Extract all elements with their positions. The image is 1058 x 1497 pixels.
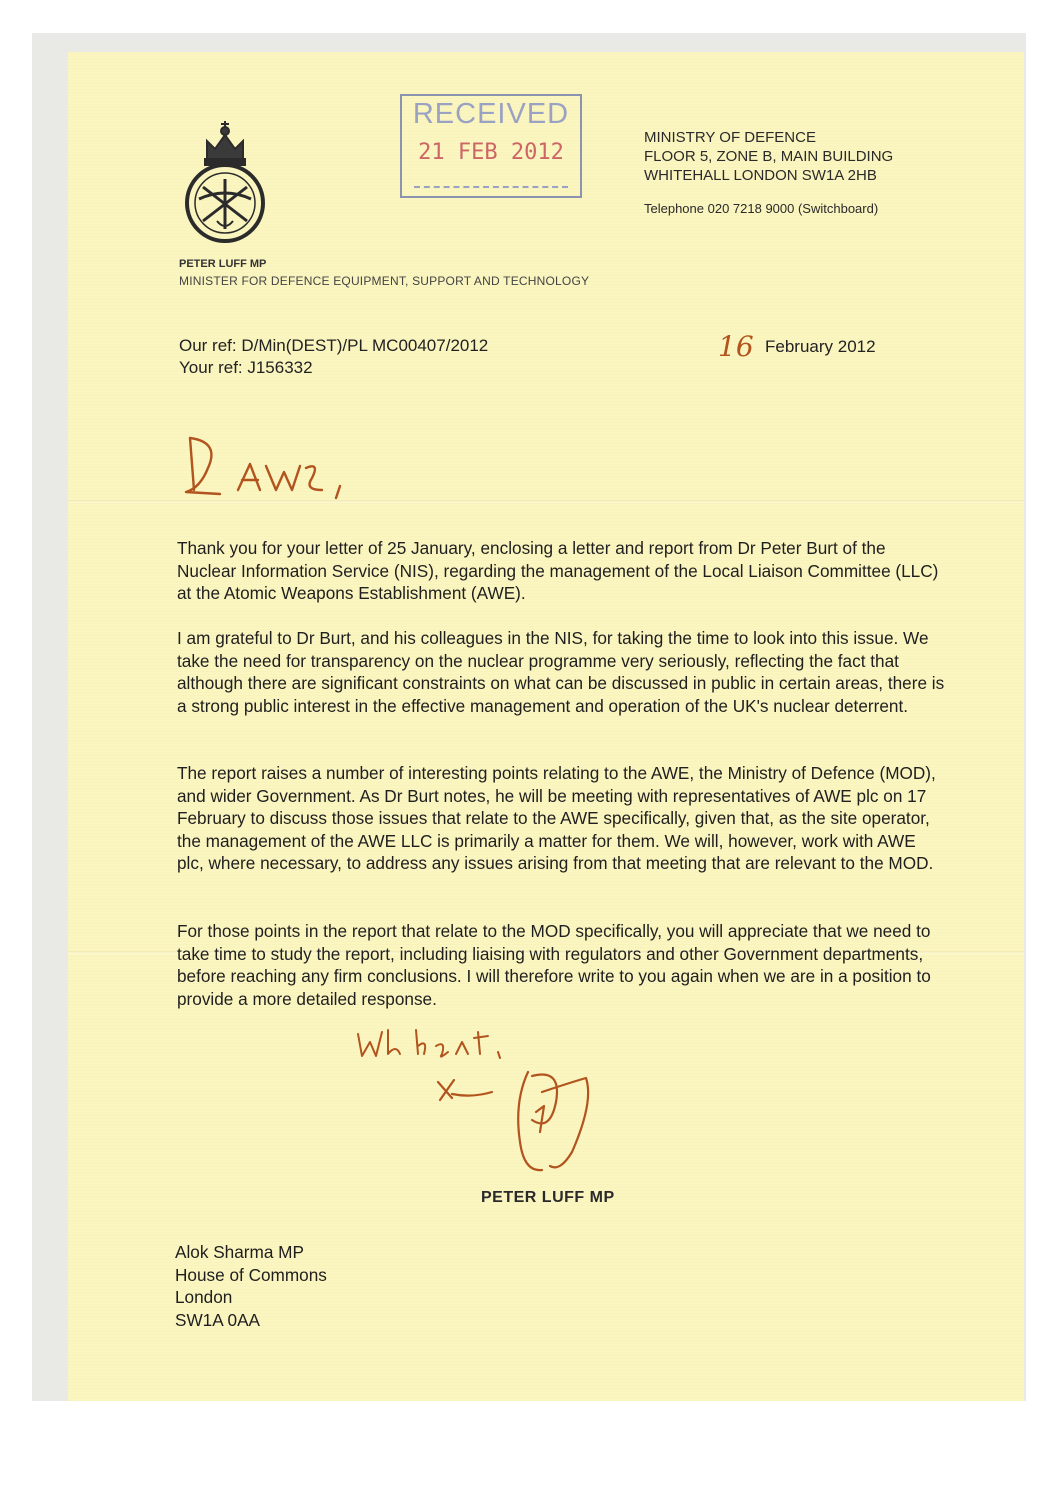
mod-crest-icon	[177, 117, 273, 245]
date-day-handwritten: 16	[718, 330, 754, 363]
recipient-line: House of Commons	[175, 1264, 327, 1285]
received-stamp	[400, 94, 582, 198]
signature	[432, 1062, 612, 1182]
sender-title: MINISTER FOR DEFENCE EQUIPMENT, SUPPORT AND TECHNOLOGY	[179, 274, 590, 288]
signer-name: PETER LUFF MP	[481, 1189, 615, 1206]
handwritten-salutation	[180, 428, 360, 503]
body-paragraph-2: I am grateful to Dr Burt, and his colleagues in the NIS, for taking the time to look into this issue. We take the need for transparency on the nuclear programme very seriously, reflecting the fact that although there are significant constraints on what can be discussed in public in certain areas, there is a strong public interest in the effective management and operation of the UK's nuclear deterrent.	[177, 628, 945, 716]
recipient-line: Alok Sharma MP	[175, 1242, 304, 1262]
address-line: WHITEHALL LONDON SW1A 2HB	[644, 167, 877, 184]
address-line: FLOOR 5, ZONE B, MAIN BUILDING	[644, 148, 894, 165]
body-paragraph-3: The report raises a number of interesting points relating to the AWE, the Ministry of Defence (MOD), and wider Government. As Dr Burt notes, he will be meeting with representatives of AWE plc on 17 February to discuss those issues that relate to the AWE specifically, given that, as the site operator, the management of the AWE LLC is primarily a matter for them. We will, however, work with AWE plc, where necessary, to address any issues arising from that meeting that are relevant to the MOD.	[177, 763, 936, 873]
recipient-line: London	[175, 1287, 233, 1307]
stamp-date: 21 FEB 2012	[418, 140, 564, 165]
date-month-year: February 2012	[765, 337, 876, 356]
body-paragraph-4: For those points in the report that relate to the MOD specifically, you will appreciate that we need to take time to study the report, including liaising with regulators and other Government departments, before reaching any firm conclusions. I will therefore write to you again when we are in a position to provide a more detailed response.	[177, 921, 931, 1009]
ministry-address	[644, 128, 893, 185]
your-reference: Your ref: J156332	[179, 358, 313, 377]
stamp-label: RECEIVED	[412, 98, 570, 130]
recipient-address	[175, 1241, 327, 1331]
sender-name: PETER LUFF MP	[179, 258, 267, 270]
address-line: MINISTRY OF DEFENCE	[644, 129, 816, 146]
handwritten-closing	[352, 1024, 532, 1064]
telephone-line: Telephone 020 7218 9000 (Switchboard)	[644, 201, 879, 216]
our-reference: Our ref: D/Min(DEST)/PL MC00407/2012	[179, 336, 489, 355]
body-paragraph-1: Thank you for your letter of 25 January, enclosing a letter and report from Dr Peter Burt of the Nuclear Information Service (NIS), regarding the management of the Local Liaison Committee (LLC) at the Atomic Weapons Establishment (AWE).	[177, 538, 939, 603]
stamp-dashed-line	[414, 186, 568, 188]
recipient-line: SW1A 0AA	[175, 1309, 261, 1330]
